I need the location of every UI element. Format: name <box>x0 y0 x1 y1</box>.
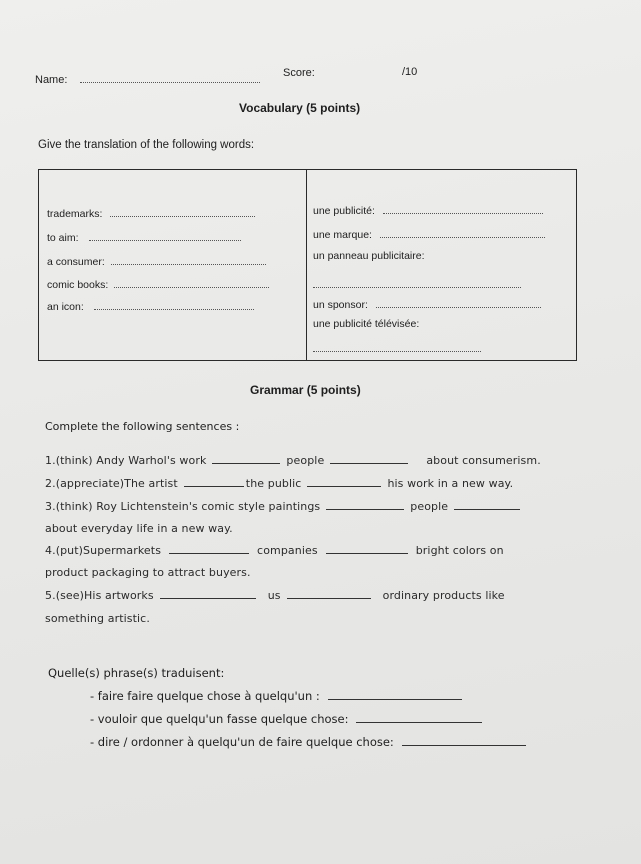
answer-field[interactable] <box>380 226 545 238</box>
table-divider <box>306 170 307 360</box>
answer-field[interactable] <box>376 296 541 308</box>
vocab-item: an icon: <box>47 298 254 313</box>
name-field[interactable] <box>80 71 260 83</box>
answer-blank[interactable] <box>169 543 249 554</box>
grammar-title: Grammar (5 points) <box>250 383 361 397</box>
answer-blank[interactable] <box>160 588 256 599</box>
sentence-4a: 4.(put)Supermarkets companies bright colors on <box>45 544 504 557</box>
vocab-item: un panneau publicitaire: <box>313 250 425 262</box>
answer-blank[interactable] <box>356 711 482 723</box>
answer-field[interactable] <box>383 202 543 214</box>
vocab-item: trademarks: <box>47 205 255 220</box>
vocabulary-title: Vocabulary (5 points) <box>239 101 361 115</box>
phrase-item: - faire faire quelque chose à quelqu'un : <box>90 688 462 703</box>
vocab-item: une publicité télévisée: <box>313 318 420 330</box>
answer-field[interactable] <box>111 253 266 265</box>
answer-blank[interactable] <box>287 588 371 599</box>
answer-blank[interactable] <box>454 499 520 510</box>
sentence-5b: something artistic. <box>45 612 150 625</box>
vocab-item: comic books: <box>47 276 269 291</box>
sentence-5a: 5.(see)His artworks us ordinary products like <box>45 589 505 602</box>
vocab-item <box>313 276 521 291</box>
answer-field[interactable] <box>313 276 521 288</box>
answer-field[interactable] <box>110 205 255 217</box>
vocab-item: un sponsor: <box>313 296 541 311</box>
answer-field[interactable] <box>89 229 241 241</box>
sentence-2: 2.(appreciate)The artist the public his work in a new way. <box>45 477 514 490</box>
vocabulary-table <box>38 169 577 361</box>
vocab-item: une marque: <box>313 226 545 241</box>
answer-blank[interactable] <box>307 476 381 487</box>
answer-blank[interactable] <box>184 476 244 487</box>
sentence-3a: 3.(think) Roy Lichtenstein's comic style paintings people <box>45 499 520 513</box>
answer-blank[interactable] <box>212 453 280 464</box>
score-label: Score: <box>283 67 315 79</box>
answer-blank[interactable] <box>326 499 404 510</box>
sentence-1: 1.(think) Andy Warhol's work people about consumerism. <box>45 454 541 467</box>
name-label: Name: <box>35 74 68 86</box>
vocab-item: a consumer: <box>47 253 266 268</box>
score-total: /10 <box>402 66 418 78</box>
grammar-instruction: Complete the following sentences : <box>45 420 240 433</box>
answer-field[interactable] <box>313 340 481 352</box>
sentence-3b: about everyday life in a new way. <box>45 522 233 535</box>
vocab-item: to aim: <box>47 229 241 244</box>
vocabulary-instruction: Give the translation of the following words: <box>38 139 255 151</box>
phrase-item: - dire / ordonner à quelqu'un de faire quelque chose: <box>90 734 526 749</box>
answer-blank[interactable] <box>402 734 526 746</box>
sentence-4b: product packaging to attract buyers. <box>45 566 251 579</box>
answer-blank[interactable] <box>328 688 462 700</box>
vocab-item <box>313 340 481 355</box>
answer-blank[interactable] <box>330 453 408 464</box>
vocab-item: une publicité: <box>313 202 543 217</box>
name-line <box>35 71 260 86</box>
phrase-item: - vouloir que quelqu'un fasse quelque chose: <box>90 711 482 726</box>
answer-blank[interactable] <box>326 543 408 554</box>
answer-field[interactable] <box>94 298 254 310</box>
phrases-title: Quelle(s) phrase(s) traduisent: <box>48 666 225 680</box>
answer-field[interactable] <box>114 276 269 288</box>
